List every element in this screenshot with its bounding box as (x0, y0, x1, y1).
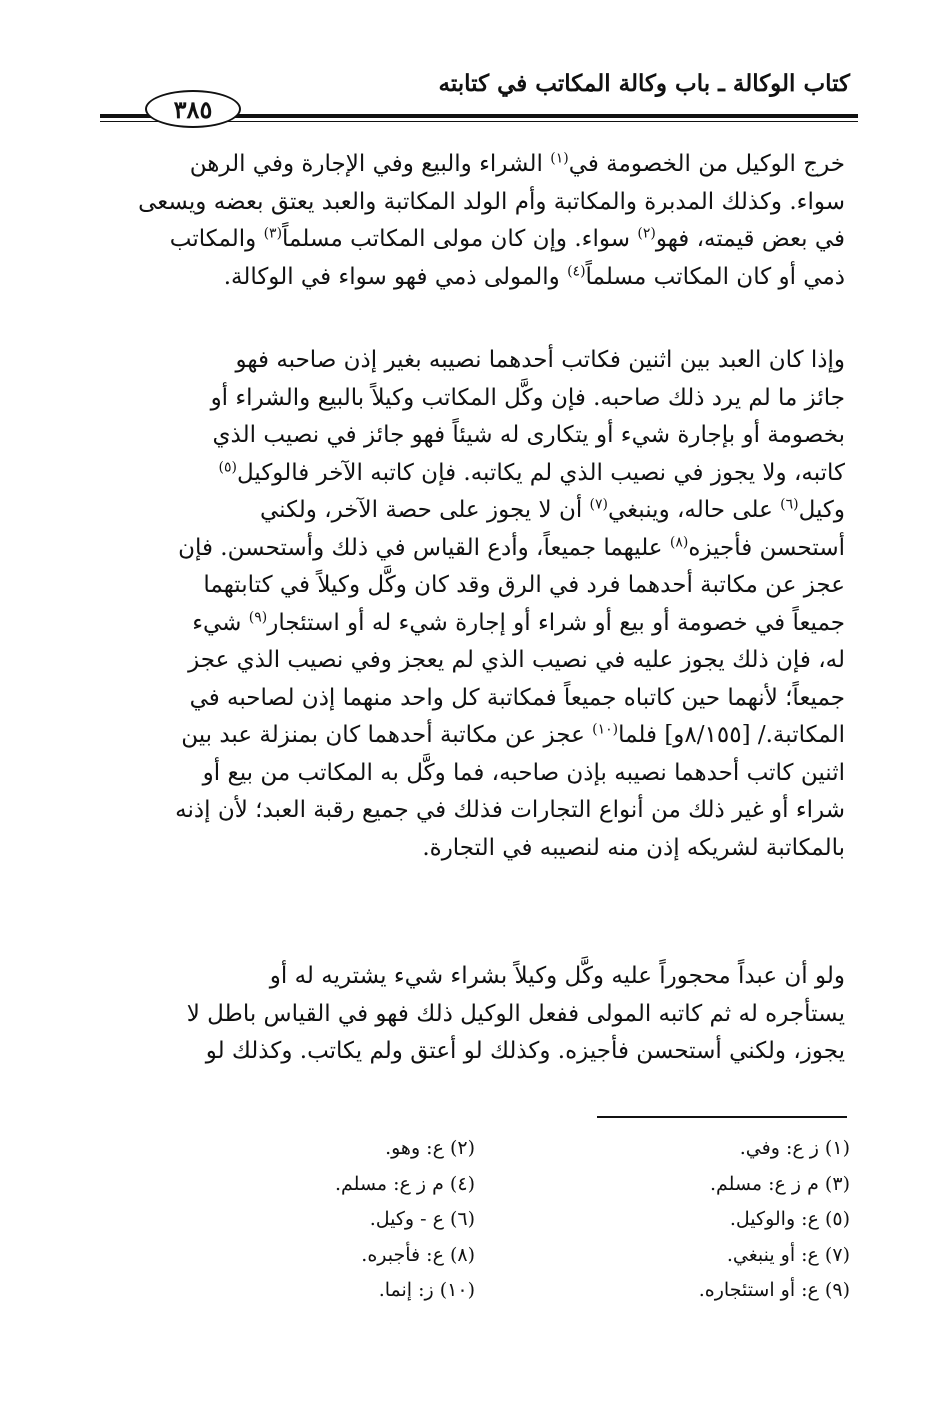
footnote-marker: (٢) (637, 225, 656, 242)
text-segment: بالمكاتبة لشريكه إذن منه لنصيبه في التجارة. (422, 834, 845, 861)
text-line (100, 455, 845, 493)
text-segment: شراء أو غير ذلك من أنواع التجارات فذلك في جميع رقبة العبد؛ لأن إذنه (175, 797, 845, 823)
paragraph-2 (100, 342, 845, 867)
footnote-marker: (٤) (567, 262, 586, 279)
footnote: (١٠) ز: إنما. (378, 1279, 475, 1301)
text-segment: والمكاتب (169, 226, 264, 252)
text-line (100, 184, 845, 222)
footnote: (٩) ع: أو استئجاره. (698, 1279, 850, 1301)
footnote: (٤) م ز ع: مسلم. (335, 1172, 475, 1195)
footnote-marker: (٧) (589, 496, 609, 513)
text-segment: كاتبه، ولا يجوز في نصيب الذي لم يكاتبه. فإن كاتبه الآخر فالوكيل (237, 459, 845, 486)
text-segment: أستحسن فأجيزه (688, 534, 845, 561)
footnote: (٧) ع: أو ينبغي. (726, 1243, 850, 1266)
text-segment: وكيل (798, 497, 845, 523)
footnote-marker: (١٠) (592, 721, 619, 738)
text-segment: وإذا كان العبد بين اثنين فكاتب أحدهما نصيبه بغير إذن صاحبه فهو (235, 347, 845, 373)
footnote: (١) ز ع: وفي. (739, 1137, 850, 1159)
text-line (100, 380, 845, 418)
footnote-marker: (٦) (780, 496, 799, 513)
text-line (100, 492, 845, 530)
text-line (100, 417, 845, 455)
text-segment: له، فإن ذلك يجوز عليه في نصيب الذي لم يعجز وفي نصيب الذي عجز (188, 647, 845, 673)
text-segment: بخصومة أو بإجارة شيء أو يتكارى له شيئاً فهو جائز في نصيب الذي (212, 422, 845, 448)
text-line (100, 1033, 845, 1071)
footnote: (٢) ع: وهو. (385, 1137, 475, 1159)
footnote-marker: (٣) (263, 225, 283, 242)
footnote-marker: (٨) (669, 533, 689, 550)
text-segment: شيء (192, 609, 249, 636)
text-line (100, 530, 845, 568)
text-segment: ولو أن عبداً محجوراً عليه وكَّل وكيلاً بشراء شيء يشتريه له أو (269, 963, 845, 989)
text-segment: يستأجره له ثم كاتبه المولى ففعل الوكيل ذلك فهو في القياس باطل لا (186, 1000, 845, 1027)
text-segment: في بعض قيمته، فهو (655, 226, 845, 252)
text-line (100, 259, 845, 297)
text-segment: عليهما جميعاً، وأدع القياس في ذلك وأستحسن. فإن (178, 534, 670, 561)
text-line (100, 605, 845, 643)
text-line (100, 996, 845, 1034)
text-segment: سواء. وكذلك المدبرة والمكاتبة وأم الولد المكاتبة والعبد يعتق بعضه ويسعى (138, 188, 845, 215)
footnote-marker: (١) (550, 150, 569, 167)
footnotes-right-column (590, 1131, 850, 1309)
text-line (100, 680, 845, 718)
footnote-marker: (٥) (218, 458, 237, 475)
text-segment: على حاله، وينبغي (608, 497, 781, 523)
text-segment: الشراء والبيع وفي الإجارة وفي الرهن (189, 151, 551, 177)
footnote: (٨) ع: فأجبره. (361, 1243, 475, 1266)
text-line (100, 567, 845, 605)
text-line (100, 717, 845, 755)
footnote: (٣) م ز ع: مسلم. (710, 1172, 850, 1195)
footnotes-left-column (245, 1131, 475, 1309)
footnote-marker: (٩) (248, 608, 268, 625)
text-line (100, 755, 845, 793)
text-line (100, 830, 845, 868)
text-line (100, 221, 845, 259)
text-segment: سواء. وإن كان مولى المكاتب مسلماً (282, 226, 638, 252)
footnote: (٥) ع: والوكيل. (729, 1208, 850, 1230)
text-segment: عجز عن مكاتبة أحدهما كان بمنزلة عبد بين (181, 722, 593, 748)
text-segment: جميعاً؛ لأنهما حين كاتباه جميعاً فمكاتبة كل واحد منهما إذن لصاحبه في (189, 684, 845, 711)
text-segment: عجز عن مكاتبة أحدهما فرد في الرق وقد كان وكَّل وكيلاً في كتابتهما (203, 572, 845, 598)
text-line (100, 342, 845, 380)
text-segment: جائز ما لم يرد ذلك صاحبه. فإن وكَّل المكاتب وكيلاً بالبيع والشراء أو (210, 384, 845, 411)
text-line (100, 146, 845, 184)
text-segment: ذمي أو كان المكاتب مسلماً (585, 263, 845, 290)
text-segment: خرج الوكيل من الخصومة في (568, 151, 845, 177)
paragraph-3 (100, 958, 845, 1071)
text-segment: أن لا يجوز على حصة الآخر، ولكني (259, 497, 590, 523)
text-segment: اثنين كاتب أحدهما نصيبه بإذن صاحبه، فما وكَّل به المكاتب من بيع أو (202, 759, 845, 786)
text-line (100, 958, 845, 996)
running-title: كتاب الوكالة ـ باب وكالة المكاتب في كتابته (438, 70, 850, 97)
text-line (100, 792, 845, 830)
footnote-separator (597, 1116, 847, 1118)
text-segment: يجوز، ولكني أستحسن فأجيزه. وكذلك لو أعتق ولم يكاتب. وكذلك لو (205, 1038, 845, 1064)
text-segment: جميعاً في خصومة أو بيع أو شراء أو إجارة شيء له أو استئجار (267, 609, 845, 636)
paragraph-1 (100, 146, 845, 296)
page-number: ٣٨٥ (145, 90, 241, 128)
text-line (100, 642, 845, 680)
text-segment: والمولى ذمي فهو سواء في الوكالة. (223, 263, 568, 290)
text-segment: المكاتبة./ [٨/١٥٥و] فلما (618, 722, 845, 748)
footnote: (٦) ع - وكيل. (369, 1208, 475, 1230)
